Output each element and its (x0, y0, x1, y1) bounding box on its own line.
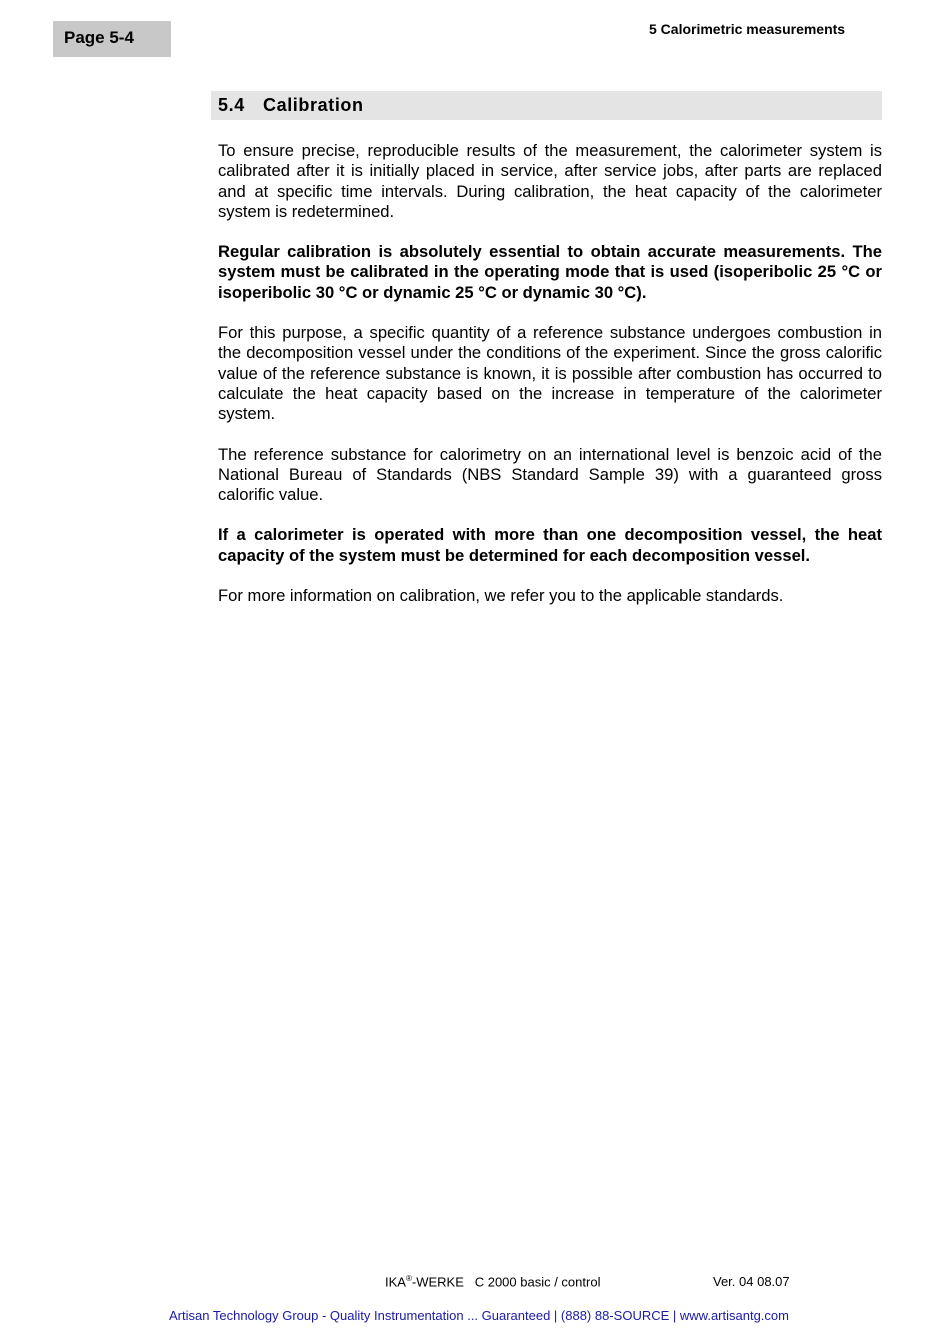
footer-model: C 2000 basic / control (474, 1274, 601, 1290)
paragraph-calibration-warning: Regular calibration is absolutely essential to obtain accurate measurements. The system must be calibrated in the operating mode that is used (isoperibolic 25 °C or isoperibolic 30 °C or dynamic 25 °C or dynamic 30 °C). (218, 242, 882, 302)
paragraph-intro: To ensure precise, reproducible results of the measurement, the calorimeter system is calibrated after it is initially placed in service, after service jobs, after parts are replaced and at specific time intervals. During calibration, the heat capacity of the calorimeter system is redetermined. (218, 141, 882, 221)
footer-product (385, 1274, 600, 1289)
footer-brand-suffix: -WERKE (411, 1274, 464, 1290)
footer-version: Ver. 04 08.07 (713, 1274, 790, 1289)
body-content (218, 141, 882, 626)
section-title: Calibration (263, 95, 364, 115)
paragraph-reference-substance: The reference substance for calorimetry on an international level is benzoic acid of the National Bureau of Standards (NBS Standard Sample 39) with a guaranteed gross calorific value. (218, 444, 882, 505)
footer-ad-line[interactable]: Artisan Technology Group - Quality Instrumentation ... Guaranteed | (888) 88-SOURCE | www.artisantg.com (169, 1308, 789, 1323)
paragraph-standards: For more information on calibration, we refer you to the applicable standards. (218, 586, 784, 606)
paragraph-procedure: For this purpose, a specific quantity of a reference substance undergoes combustion in the decomposition vessel under the conditions of the experiment. Since the gross calorific value of the reference substance is known, it is possible after combustion has occurred to calculate the heat capacity based on the increase in temperature of the calorimeter system. (218, 323, 882, 424)
footer-brand: IKA (385, 1274, 406, 1290)
registered-mark: ® (405, 1274, 412, 1283)
chapter-title: 5 Calorimetric measurements (649, 21, 846, 37)
page-number-label: Page 5-4 (64, 28, 134, 47)
section-number: 5.4 (218, 95, 245, 115)
paragraph-multiple-vessels: If a calorimeter is operated with more than one decomposition vessel, the heat capacity of the system must be determined for each decomposition vessel. (218, 525, 882, 565)
page-number-tab (53, 21, 171, 57)
section-heading (211, 91, 882, 120)
